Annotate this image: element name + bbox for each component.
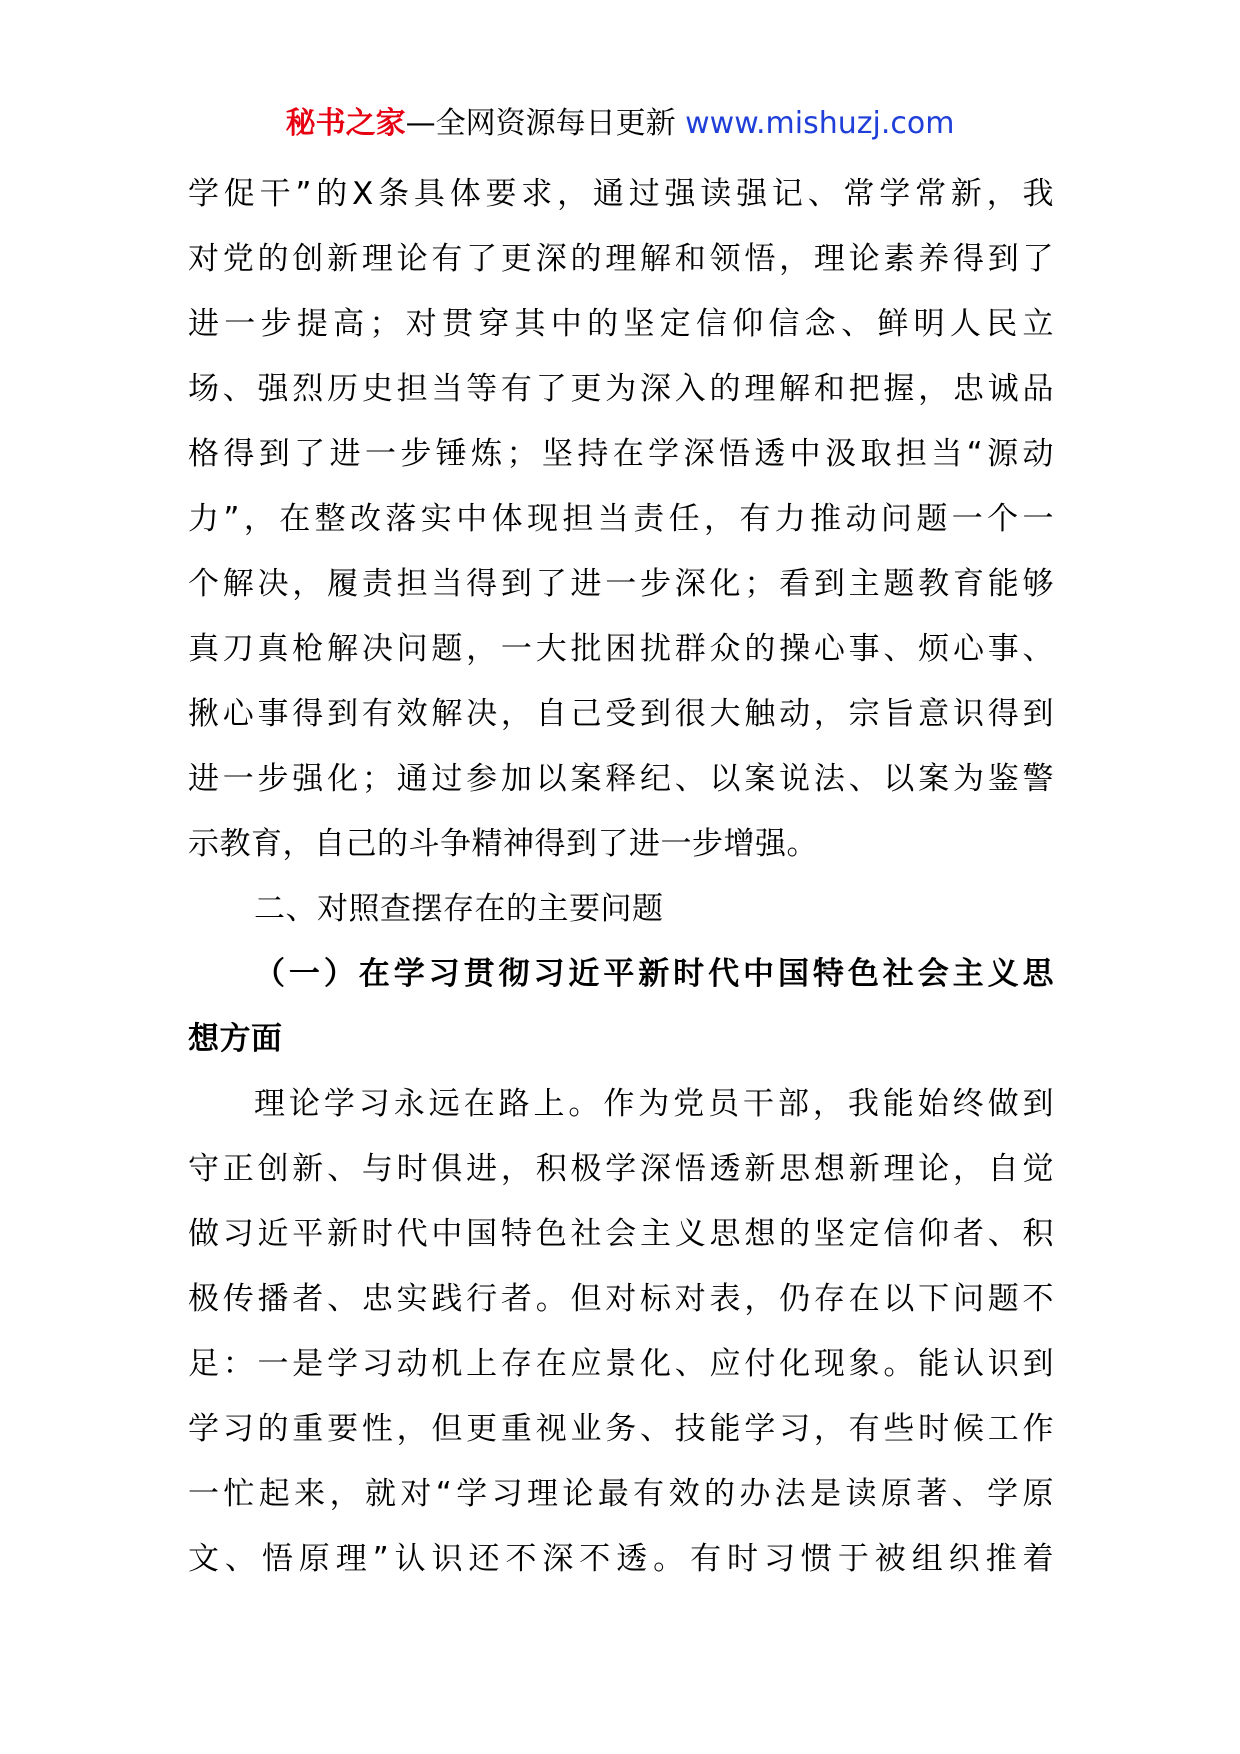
paragraph-line: 对党的创新理论有了更深的理解和领悟，理论素养得到了 bbox=[188, 241, 1054, 277]
paragraph-line: 真刀真枪解决问题，一大批困扰群众的操心事、烦心事、 bbox=[188, 631, 1054, 667]
paragraph-line: 进一步提高；对贯穿其中的坚定信仰信念、鲜明人民立 bbox=[188, 306, 1054, 342]
header-brand: 秘书之家 bbox=[285, 106, 406, 141]
paragraph-line: 文、悟原理”认识还不深不透。有时习惯于被组织推着 bbox=[188, 1541, 1054, 1577]
paragraph-line: 力”，在整改落实中体现担当责任，有力推动问题一个一 bbox=[188, 501, 1054, 537]
paragraph-line: 个解决，履责担当得到了进一步深化；看到主题教育能够 bbox=[188, 566, 1054, 602]
document-body bbox=[188, 162, 1054, 1592]
paragraph-line: 理论学习永远在路上。作为党员干部，我能始终做到 bbox=[254, 1086, 1054, 1122]
paragraph-line: 守正创新、与时俱进，积极学深悟透新思想新理论，自觉 bbox=[188, 1151, 1054, 1187]
header-url-link[interactable]: www.mishuzj.com bbox=[685, 106, 955, 141]
subsection-heading: （一）在学习贯彻习近平新时代中国特色社会主义思 bbox=[254, 956, 1054, 992]
page-header bbox=[0, 104, 1240, 144]
header-tagline: —全网资源每日更新 bbox=[405, 106, 676, 141]
paragraph-line: 揪心事得到有效解决，自己受到很大触动，宗旨意识得到 bbox=[188, 696, 1054, 732]
paragraph-line: 示教育，自己的斗争精神得到了进一步增强。 bbox=[188, 826, 818, 862]
paragraph-line: 极传播者、忠实践行者。但对标对表，仍存在以下问题不 bbox=[188, 1281, 1054, 1317]
paragraph-line: 场、强烈历史担当等有了更为深入的理解和把握，忠诚品 bbox=[188, 371, 1054, 407]
paragraph-line: 学促干”的X条具体要求，通过强读强记、常学常新，我 bbox=[188, 176, 1054, 212]
paragraph-line: 学习的重要性，但更重视业务、技能学习，有些时候工作 bbox=[188, 1411, 1054, 1447]
paragraph-line: 做习近平新时代中国特色社会主义思想的坚定信仰者、积 bbox=[188, 1216, 1054, 1252]
paragraph-line: 足：一是学习动机上存在应景化、应付化现象。能认识到 bbox=[188, 1346, 1054, 1382]
subsection-heading-continued: 想方面 bbox=[188, 1021, 283, 1057]
section-heading: 二、对照查摆存在的主要问题 bbox=[254, 891, 664, 927]
paragraph-line: 进一步强化；通过参加以案释纪、以案说法、以案为鉴警 bbox=[188, 761, 1054, 797]
paragraph-line: 格得到了进一步锤炼；坚持在学深悟透中汲取担当“源动 bbox=[188, 436, 1054, 472]
paragraph-line: 一忙起来，就对“学习理论最有效的办法是读原著、学原 bbox=[188, 1476, 1054, 1512]
